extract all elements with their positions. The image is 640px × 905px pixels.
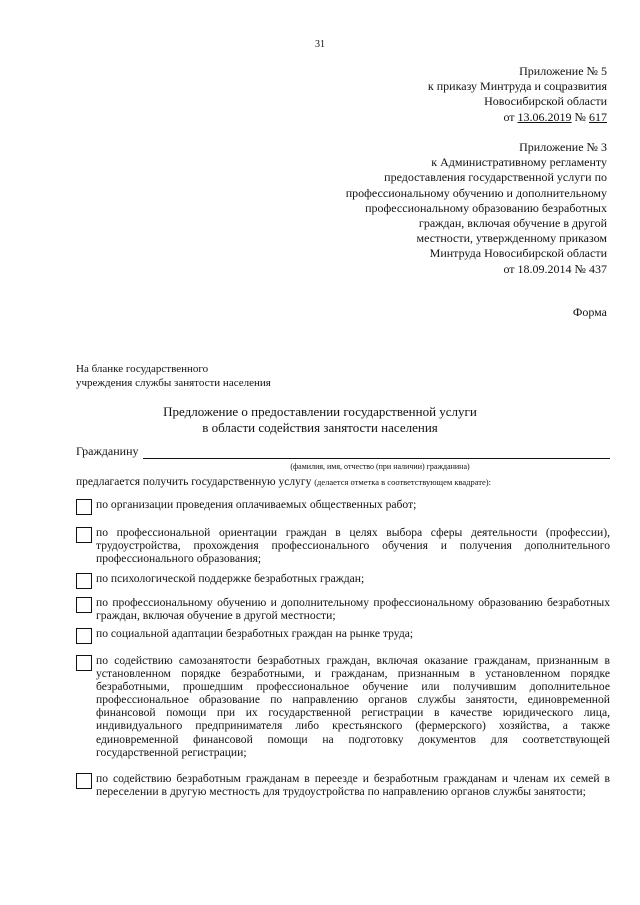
option-label: по содействию безработным гражданам в переезде и безработным гражданам и членам их семей в переселении в другую местность для трудоустройства по направлению органов службы занятости; — [96, 772, 610, 799]
option-label: по профессиональному обучению и дополнительному профессиональному образованию безработных граждан, включая обучение в другой местности; — [96, 596, 610, 623]
option-checkbox[interactable] — [76, 655, 92, 671]
document-title — [0, 404, 640, 436]
offer-line — [76, 476, 491, 488]
option-checkbox[interactable] — [76, 597, 92, 613]
blank-note — [76, 362, 271, 390]
citizen-label: Гражданину — [76, 444, 139, 458]
option-public-works — [76, 498, 610, 515]
appendix-3-line: предоставления государственной услуги по — [384, 170, 607, 185]
appendix-3-line: к Административному регламенту — [431, 155, 607, 170]
option-checkbox[interactable] — [76, 773, 92, 789]
option-checkbox[interactable] — [76, 527, 92, 543]
option-checkbox[interactable] — [76, 573, 92, 589]
option-label: по содействию самозанятости безработных граждан, включая оказание гражданам, признанным в установленном порядке безработными, и гражданам, признанным в установленном порядке безработными, прошедшим профессиональное обучение или получившим дополнительное профессиональное образование по направлению органов службы занятости, единовременной финансовой помощи при их государственной регистрации в качестве юридического лица, индивидуального предпринимателя либо крестьянского (фермерского) хозяйства, а также единовременной финансовой помощи на подготовку документов для соответствующей государственной регистрации; — [96, 654, 610, 759]
order-date: 13.06.2019 — [517, 109, 572, 124]
date-prefix: от — [503, 109, 518, 124]
appendix-3-line: профессиональному образованию безработных — [365, 200, 607, 215]
option-label: по социальной адаптации безработных граждан на рынке труда; — [96, 627, 414, 640]
offer-note: (делается отметка в соответствующем квадрате): — [314, 477, 491, 487]
option-label: по психологической поддержке безработных граждан; — [96, 572, 365, 585]
blank-note-line: учреждения службы занятости населения — [76, 377, 271, 389]
appendix-3-line: граждан, включая обучение в другой — [418, 216, 607, 231]
option-checkbox[interactable] — [76, 628, 92, 644]
form-label: Форма — [572, 305, 607, 319]
offer-text: предлагается получить государственную услугу — [76, 476, 315, 488]
number-prefix: № — [571, 109, 589, 124]
appendix-3-line: профессиональному обучению и дополнительному — [345, 185, 607, 200]
appendix-3-line: местности, утвержденному приказом — [416, 231, 607, 246]
citizen-name-field[interactable] — [143, 444, 611, 459]
citizen-row — [76, 444, 610, 459]
appendix-3-line: Приложение № 3 — [519, 140, 607, 154]
appendix-5-order-line: к приказу Минтруда и соцразвития — [427, 79, 607, 94]
option-relocation — [76, 772, 610, 798]
option-professional-training — [76, 596, 610, 622]
blank-note-line: На бланке государственного — [76, 363, 209, 375]
option-social-adaptation — [76, 627, 610, 644]
option-label: по профессиональной ориентации граждан в целях выбора сферы деятельности (профессии), трудоустройства, прохождения профессионального обучения и получения дополнительного профессионального образования; — [96, 526, 610, 566]
appendix-5-date-line — [428, 110, 607, 125]
option-self-employment — [76, 654, 610, 759]
option-checkbox[interactable] — [76, 499, 92, 515]
title-line: в области содействия занятости населения — [202, 420, 438, 435]
order-number: 617 — [589, 109, 607, 124]
option-career-guidance — [76, 526, 610, 565]
appendix-3-line: от 18.09.2014 № 437 — [503, 261, 607, 276]
title-line: Предложение о предоставлении государственной услуги — [163, 404, 477, 419]
appendix-3-header — [346, 140, 607, 277]
appendix-3-line: Минтруда Новосибирской области — [429, 246, 607, 261]
appendix-5-region-line: Новосибирской области — [484, 94, 607, 109]
option-label: по организации проведения оплачиваемых общественных работ; — [96, 498, 417, 511]
appendix-5-title: Приложение № 5 — [519, 64, 607, 78]
citizen-hint: (фамилия, имя, отчество (при наличии) гражданина) — [290, 462, 470, 471]
option-psychological-support — [76, 572, 610, 589]
page-number: 31 — [315, 39, 325, 50]
appendix-5-header — [428, 64, 607, 125]
